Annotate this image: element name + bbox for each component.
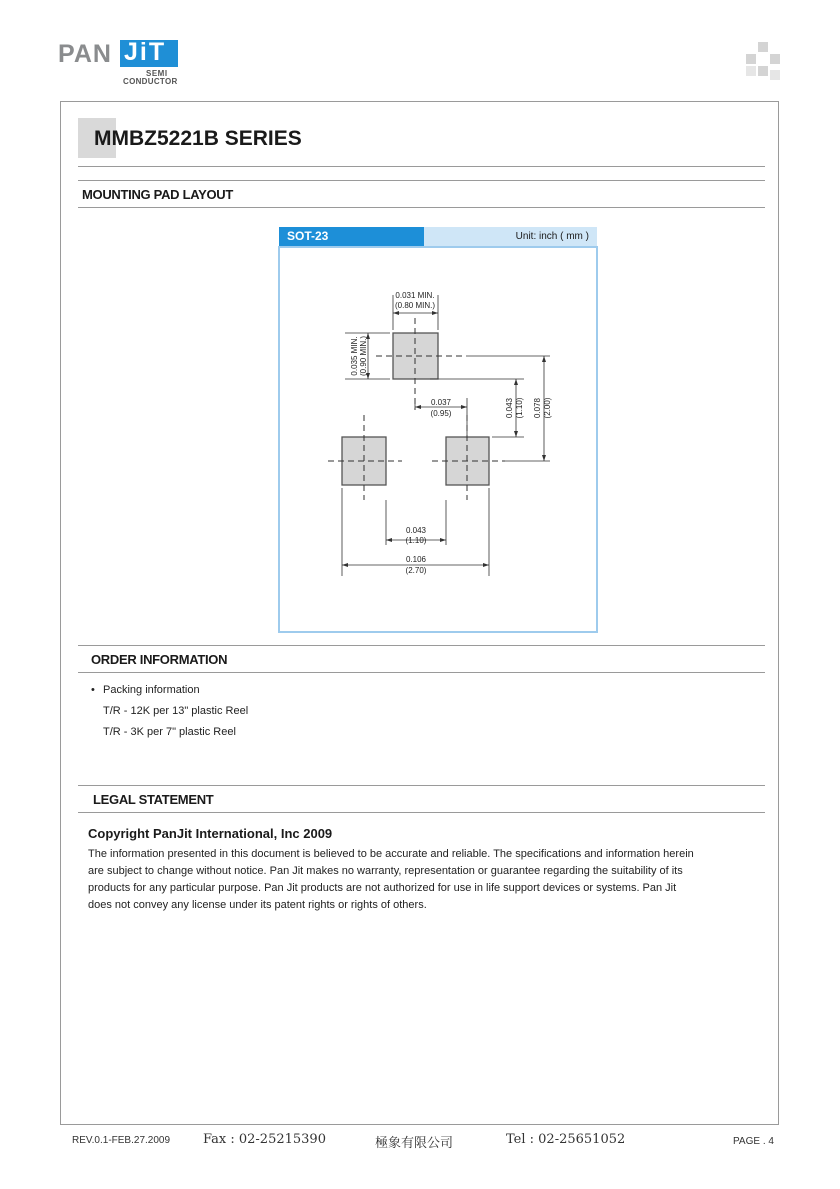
dim-v1-mm: (1.10) <box>515 397 524 419</box>
dimension-lines <box>342 295 550 576</box>
company-name: 極象有限公司 <box>375 1136 454 1151</box>
fax: Fax : 02-25215390 <box>203 1132 326 1147</box>
dim-offset-mm: (0.95) <box>430 409 452 418</box>
legal-line: does not convey any license under its patent rights or rights of others. <box>88 899 427 911</box>
page-number: PAGE . 4 <box>733 1136 774 1147</box>
legal-line: The information presented in this document is believed to be accurate and reliable. The specifications and information herein <box>88 848 694 860</box>
logo-semi-text: SEMI <box>146 69 168 78</box>
dim-gap-mm: (1.10) <box>405 536 427 545</box>
divider <box>78 645 765 646</box>
package-label: SOT-23 <box>279 227 424 246</box>
divider <box>78 812 765 813</box>
legal-heading: LEGAL STATEMENT <box>93 792 214 807</box>
dim-pad-height-inch: 0.035 MIN. <box>350 336 359 376</box>
dim-pad-width-inch: 0.031 MIN. <box>395 291 435 300</box>
dim-total-mm: (2.70) <box>405 566 427 575</box>
divider <box>78 672 765 673</box>
dim-v1-inch: 0.043 <box>505 397 514 419</box>
order-line: Packing information <box>103 684 200 696</box>
dim-v2-inch: 0.078 <box>533 397 542 419</box>
dim-v2-mm: (2.00) <box>543 397 552 419</box>
bullet: • <box>91 684 95 696</box>
dim-offset-inch: 0.037 <box>430 398 452 407</box>
telephone: Tel : 02-25651052 <box>506 1132 626 1147</box>
unit-label: Unit: inch ( mm ) <box>424 227 597 246</box>
order-heading: ORDER INFORMATION <box>91 652 228 667</box>
dim-gap-inch: 0.043 <box>405 526 427 535</box>
order-line: T/R - 12K per 13" plastic Reel <box>103 705 249 717</box>
page-title: MMBZ5221B SERIES <box>94 127 302 150</box>
logo-conductor-text: CONDUCTOR <box>123 77 178 86</box>
divider <box>78 785 765 786</box>
copyright: Copyright PanJit International, Inc 2009 <box>88 826 333 841</box>
mounting-heading: MOUNTING PAD LAYOUT <box>82 187 234 202</box>
order-line: T/R - 3K per 7" plastic Reel <box>103 726 236 738</box>
logo-jit-text: JiT <box>124 38 167 66</box>
dim-pad-height-mm: (0.90 MIN.) <box>359 335 368 377</box>
dim-pad-width-mm: (0.80 MIN.) <box>394 301 436 310</box>
dim-total-inch: 0.106 <box>405 555 427 564</box>
logo-pan-text: PAN <box>58 40 112 68</box>
legal-line: are subject to change without notice. Pan Jit makes no warranty, representation or guarantee regarding the suitability of its <box>88 865 683 877</box>
legal-line: products for any particular purpose. Pan Jit products are not authorized for use in life support devices or systems. Pan Jit <box>88 882 677 894</box>
revision: REV.0.1-FEB.27.2009 <box>72 1135 171 1146</box>
